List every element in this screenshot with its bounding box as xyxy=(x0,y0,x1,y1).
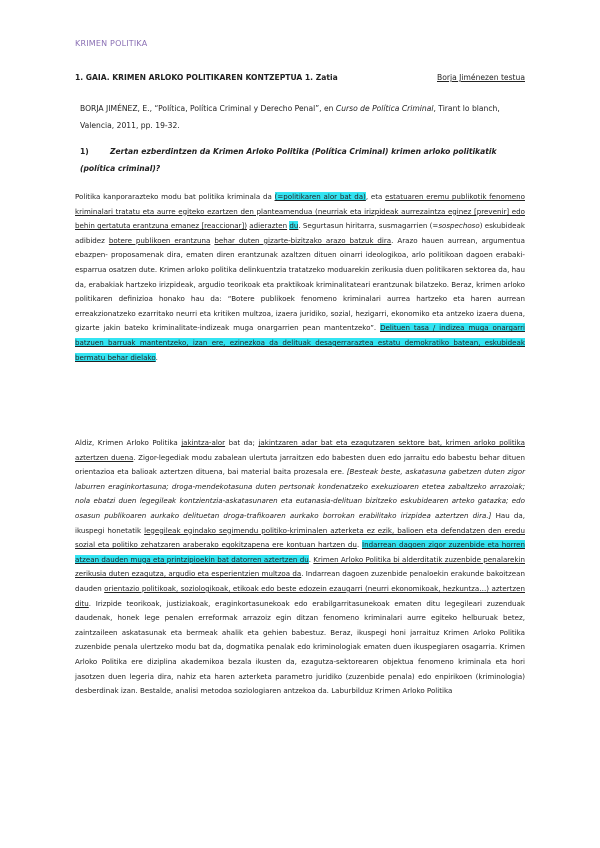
section-heading xyxy=(75,73,525,82)
underlined-text: adierazten xyxy=(249,221,288,231)
text-run: . Indarrean dagoen zuzenbide penaloekin erakunde bakoitzean dauden xyxy=(75,569,525,593)
text-run: Politika kanporarazteko modu bat politika kriminala da xyxy=(75,192,275,201)
author-note: Borja Jiménezen testua xyxy=(437,73,525,82)
text-run: bat da; xyxy=(225,438,259,447)
highlighted-text: du xyxy=(289,221,299,231)
citation-book-title: Curso de Política Criminal xyxy=(335,104,434,113)
text-run: , eta xyxy=(365,192,386,201)
text-run: . Zigor-legediak modu zabalean ulertuta jarraitzen edo babesten duen edo jarraitu edo babestu behar dituen orientazioa eta balioak aztertzen dituena, bai material baita prozesala ere. xyxy=(75,452,525,477)
question xyxy=(80,143,525,177)
underlined-text: estatuaren eremu publikotik fenomeno kriminalari tratatu eta aurre egiteko ezartzen den planteamendua (neurriak eta irizpideak aurrezaintza eginez [prevenir] edo behin gertatuta erantzuna emanez [reaccionar]) xyxy=(75,192,525,231)
underlined-text: botere publikoen erantzuna xyxy=(108,235,211,245)
italic-text: [Besteak beste, askatasuna gabetzen duten zigor laburren eraginkortasuna; droga-mendekotasuna duten pertsonak kondenatzeko exekuzioaren etetea zabaltzeko arrazoiak; nola ebatzi duen legegileak kontzientzia-askatasunaren eta eutanasia-delituan bizitzeko eskubidearen arteko gatazka; edo osasun publikoaren aurkako delituetan droga-trafikoaren aurkako borrokan erabilitako irizpidea aztertzen dira.] xyxy=(75,467,525,520)
underlined-text: jakintzaren adar bat eta ezagutzaren sektore bat, krimen arloko politika aztertzen duena xyxy=(75,438,525,462)
question-number: 1) xyxy=(80,147,89,156)
highlighted-text: (=politikaren alor bat da) xyxy=(274,192,366,201)
text-run: . xyxy=(356,540,362,550)
running-header: KRIMEN POLITIKA xyxy=(75,39,148,48)
underlined-text: behar duten gizarte-bizitzako arazo batzuk dira xyxy=(214,235,392,245)
paragraph-1 xyxy=(75,190,525,365)
text-run: . xyxy=(308,554,314,564)
italic-text: =sospechoso xyxy=(432,221,480,231)
highlighted-text: Delituen tasa / indizea muga onargarri xyxy=(380,323,525,333)
underlined-text: orientazio politikoak, soziologikoak, etikoak edo beste edozein ezaugarri (neurri ekonomikoak, hezkuntza…) aztertzen ditu xyxy=(75,583,525,608)
paragraph-2 xyxy=(75,436,525,699)
citation xyxy=(80,100,525,134)
section-title: 1. GAIA. KRIMEN ARLOKO POLITIKAREN KONTZEPTUA 1. Zatia xyxy=(75,73,338,82)
text-run: Aldiz, Krimen Arloko Politika xyxy=(75,438,182,447)
underlined-text: Krimen Arloko Politika bi alderditatik zuzenbide penalarekin zerikusia duten ezagutza, argudio eta esperientzien multzoa da xyxy=(75,554,525,579)
highlighted-text: Indarrean dagoen zigor zuzenbide eta horren atzean dauden muga eta printzipioekin bat datorren aztertzen du xyxy=(75,540,525,564)
citation-text: BORJA JIMÉNEZ, E., “Política, Política Criminal y Derecho Penal”, en xyxy=(80,104,336,113)
text-run: Hau da, ikuspegi honetatik xyxy=(75,510,525,535)
highlighted-text: batzuen barruak mantentzeko, izan ere, ezinezkoa da delituak desagerraraztea estatu demokratiko batean, eskubideak bermatu behar dielako xyxy=(75,337,525,362)
underlined-text: jakintza-alor xyxy=(181,438,226,447)
underlined-text: legegileak egindako segimendu politiko-kriminalen azterketa ez ezik, balioen eta defendatzen den eredu sozial eta politiko zehatzaren araberako egokitzapena ere kontuan hartzen du xyxy=(75,525,525,550)
text-run: . Segurtasun hiritarra, susmagarrien ( xyxy=(298,221,433,231)
text-run: . Arazo hauen aurrean, argumentua ebazpen- proposamenak dira, ematen diren erantzunak azaltzen dituen oinarri ideologikoa, arlo politikoan dagoen erabaki-esparrua osatzen dute. Krimen arloko politika delinkuentzia tratatzeko moduarekin zerikusia duen politikaren sektorea da, hau da, erabakiak hartzeko irizpideak, argudio teorikoak eta praktikoak kriminalitateari erantzunak bilatzeko. Beraz, krimen arloko politikaren definizioa honako hau da: “Botere publikoek fenomeno kriminalari aurrea hartzeko eta haren aurrean erreakzionatzeko ezarritako neurri eta kritiken multzoa, izaera juridiko, sozial, hezigarri, ekonomiko eta antzeko izaera duena, gizarte jakin bateko kriminalitate-indizeak muga onargarrien pean mantentzeko”. xyxy=(75,235,526,333)
text-run: . Irizpide teorikoak, justiziakoak, eraginkortasunekoak edo erabilgarritasunekoak ematen ditu legegileari zuzenduak daudenak, honek lege penalen erreformak arrazoiz egin ditzan fenomeno kriminalari aurre egiteko helburuak betez, zaintzaileen askatasunak eta bermeak ahalik eta gehien babestuz. Beraz, ikuspegi honi jarraituz Krimen Arloko Politika zuzenbide penala ulertzeko modu bat da, dogmatika penalak edo kriminologiak ematen duen ikuspegiaren osagarria. Krimen Arloko Politika ere diziplina akademikoa bezala ikusten da, ezagutza-sektorearen objektua fenomeno kriminala eta hori jasotzen duen legeria dira, nahiz eta haren azterketa parametro juridiko (zuzenbide penala) edo enpirikoen (kriminologia) desberdinak izan. Bestalde, analisi metodoa soziologiaren antzekoa da. Laburbilduz Krimen Arloko Politika xyxy=(75,598,525,696)
question-text: Zertan ezberdintzen da Krimen Arloko Politika (Política Criminal) krimen arloko politikatik (política criminal)? xyxy=(80,147,497,173)
citation-text: , Tirant lo blanch, Valencia, 2011, pp. 19-32. xyxy=(80,104,500,130)
text-run: . xyxy=(155,352,158,362)
text-run: ) eskubideak adibidez xyxy=(75,221,525,245)
